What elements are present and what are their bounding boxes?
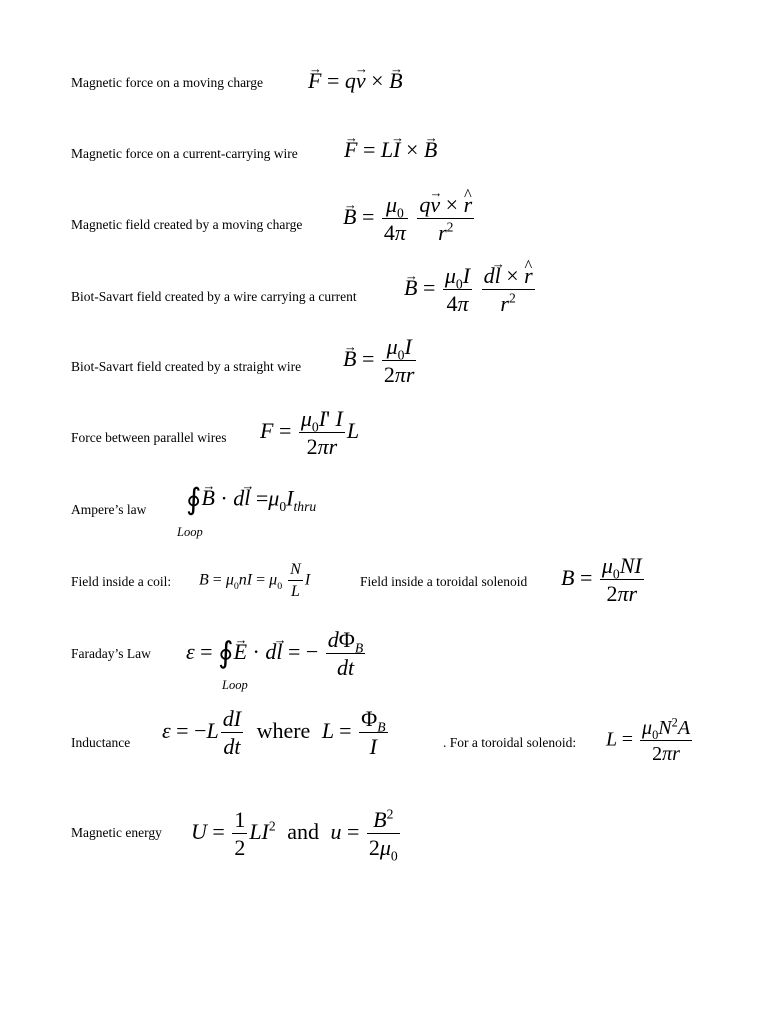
equation-label: Magnetic force on a moving charge bbox=[71, 75, 264, 90]
equation-label: Magnetic energy bbox=[71, 825, 162, 840]
equation-label: Magnetic field created by a moving charge bbox=[71, 217, 303, 232]
toroid-inductance-equation: L = $\frac{\mu_0N^2A}{2\pi r}$ bbox=[606, 715, 691, 765]
coil-field-equation: $B = \mu_0nI = \mu_0$ $\frac{N}{L}$ I bbox=[199, 561, 311, 600]
equation-label: Inductance bbox=[71, 735, 131, 750]
equation-label: Biot-Savart field created by a straight wire bbox=[71, 359, 302, 374]
moving-charge-field-equation: → B = $\frac{\mu_0}{4\pi}$ $\frac{q\to v \times \^{} r}{r^2}$ bbox=[343, 194, 476, 244]
integral-subscript: Loop bbox=[222, 678, 248, 692]
equation-label: Biot-Savart field created by a wire carrying a current bbox=[71, 289, 357, 304]
integral-subscript: Loop bbox=[177, 525, 203, 539]
lorentz-force-equation: → F = q→ v × → B bbox=[308, 70, 403, 92]
equation-label: Force between parallel wires bbox=[71, 430, 227, 445]
equation-label: Field inside a coil: bbox=[71, 574, 172, 589]
straight-wire-field-equation: → B = $\frac{\mu_0I}{2\pi r}$ bbox=[343, 336, 418, 386]
ampere-law-equation: ∮→ $B \cdot d\to l =\mu_0I_{thru}$ bbox=[186, 486, 316, 516]
parallel-wires-force-equation: F = $\frac{\mu_0I' I}{2\pi r}$ L bbox=[260, 406, 360, 459]
equation-label-2: . For a toroidal solenoid: bbox=[443, 735, 577, 750]
equation-label: Ampere’s law bbox=[71, 502, 147, 517]
equation-label: Magnetic force on a current-carrying wire bbox=[71, 146, 298, 161]
faraday-law-equation: ε = ∮→ E · d→ l = − $\frac{d\Phi_B}{dt}$ bbox=[186, 629, 367, 679]
and-word: and bbox=[287, 819, 319, 845]
inductance-equation: ε = −L $\frac{dI}{dt}$ where L = $\frac{\Phi_B}{I}$ bbox=[162, 706, 386, 759]
equation-label: Faraday’s Law bbox=[71, 646, 151, 661]
magnetic-energy-equation: U = $\frac{1}{2}$ $LI^2$ and u = $\frac{B^2}{2\mu_0}$ bbox=[191, 806, 398, 864]
biot-savart-equation: → B = $\frac{\mu_0I}{4\pi}$ $\frac{d\to l \times \^{} r}{r^2}$ bbox=[404, 265, 537, 315]
wire-force-equation: → F = L→ I × → B bbox=[344, 139, 437, 161]
where-word: where bbox=[256, 718, 311, 744]
equation-label-2: Field inside a toroidal solenoid bbox=[360, 574, 528, 589]
toroid-field-equation: B = $\frac{\mu_0NI}{2\pi r}$ bbox=[561, 553, 642, 606]
